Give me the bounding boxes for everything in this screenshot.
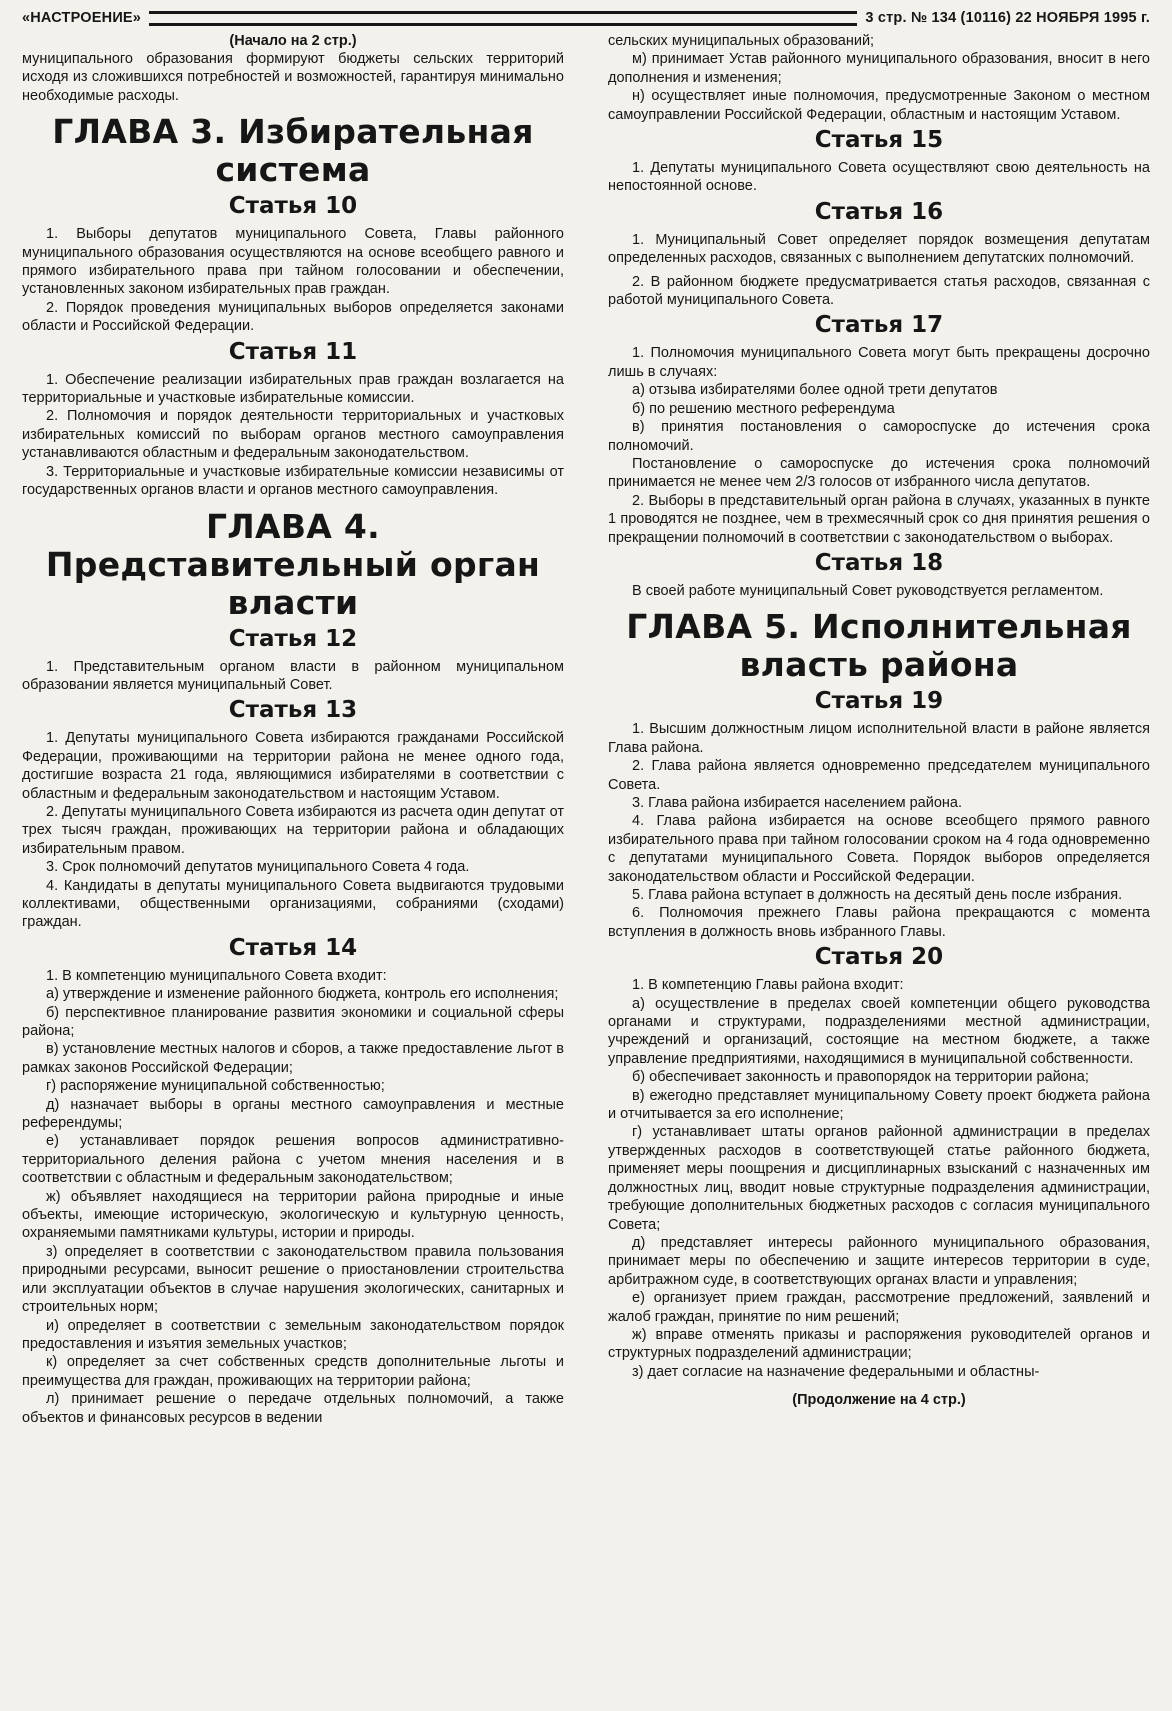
article-13-p2: 2. Депутаты муниципального Совета избираются из расчета один депутат от трех тысяч граждан, проживающих на территории района и обладающих избирательным правом. <box>22 803 564 857</box>
header-rule <box>149 11 857 26</box>
columns <box>22 32 1150 1427</box>
chapter-5-heading: ГЛАВА 5. Исполнительная власть района <box>626 607 1132 685</box>
article-10-p2: 2. Порядок проведения муниципальных выборов определяется законами области и Российской Федерации. <box>22 299 564 335</box>
article-14-item-m: м) принимает Устав районного муниципального образования, вносит в него дополнения и изменения; <box>608 51 1150 86</box>
article-17-heading: Статья 17 <box>814 312 944 339</box>
article-14-heading: Статья 14 <box>228 934 358 961</box>
article-17-p2: 2. Выборы в представительный орган района в случаях, указанных в пункте 1 проводятся не позднее, чем в трехмесячный срок со дня принятия решения о прекращении полномочий в соответствии с законодательством о выборах. <box>608 492 1150 546</box>
article-14-item-d: д) назначает выборы в органы местного самоуправления и местные референдумы; <box>22 1096 564 1132</box>
continued-to-note: (Продолжение на 4 стр.) <box>792 1392 966 1409</box>
article-19-p1: 1. Высшим должностным лицом исполнительной власти в районе является Глава района. <box>608 721 1150 756</box>
page-header <box>22 8 1150 28</box>
article-10-p1: 1. Выборы депутатов муниципального Совета, Главы районного муниципального образования осуществляются на основе всеобщего равного и прямого избирательного права при тайном голосовании и обеспечении, установленных законом избирательных прав граждан. <box>22 226 564 298</box>
right-column <box>602 32 1150 1427</box>
chapter-3-heading: ГЛАВА 3. Избирательная система <box>52 112 534 190</box>
spacer <box>608 1381 1150 1391</box>
article-15-heading: Статья 15 <box>814 127 944 154</box>
article-17-p1: 1. Полномочия муниципального Совета могут быть прекращены досрочно лишь в случаях: <box>608 345 1150 380</box>
article-14-p1: 1. В компетенцию муниципального Совета входит: <box>46 967 387 984</box>
masthead: «НАСТРОЕНИЕ» <box>22 10 142 26</box>
article-20-item-d: д) представляет интересы районного муниципального образования, принимает меры по обеспечению и защите интересов территории в суде, арбитражном суде, в соответствующих органах власти и управления; <box>608 1234 1150 1288</box>
issue-info: 3 стр. № 134 (10116) 22 НОЯБРЯ 1995 г. <box>865 10 1150 26</box>
article-20-item-g: г) устанавливает штаты органов районной администрации в пределах утвержденных расходов в соответствующей статье районного бюджета, применяет меры поощрения и дисциплинарных взысканий с назначенных им должностных лиц, вводит новые структурные подразделения администрации, требующие дополнительных бюджетных расходов с согласия муниципального Совета; <box>608 1124 1150 1233</box>
article-14-item-v: в) установление местных налогов и сборов, а также предоставление льгот в рамках законов Российской Федерации; <box>22 1041 564 1076</box>
article-18-heading: Статья 18 <box>814 549 944 576</box>
article-13-p1: 1. Депутаты муниципального Совета избираются гражданами Российской Федерации, проживающими на территории района не менее одного года, достигшие возраста 21 года, являющимися избирателями в соответствии с областным и федеральным законодательством и настоящим Уставом. <box>22 730 564 802</box>
article-20-heading: Статья 20 <box>814 944 944 971</box>
article-14-item-a: а) утверждение и изменение районного бюджета, контроль его исполнения; <box>46 986 559 1003</box>
article-16-p2: 2. В районном бюджете предусматривается статья расходов, связанная с работой муниципального Совета. <box>608 273 1150 309</box>
article-20-item-b: б) обеспечивает законность и правопорядок на территории района; <box>632 1069 1089 1086</box>
article-19-p2: 2. Глава района является одновременно председателем муниципального Совета. <box>608 758 1150 793</box>
article-19-p4: 4. Глава района избирается на основе всеобщего прямого равного избирательного права при тайном голосовании сроком на 4 года одновременно с депутатами муниципального Совета. Порядок выборов определяется законодательством области и Российской Федерации. <box>608 813 1150 885</box>
article-19-p5: 5. Глава района вступает в должность на десятый день после избрания. <box>632 887 1123 903</box>
article-14-item-e: е) устанавливает порядок решения вопросов административно-территориального деления района с учетом мнения населения и в соответствии с областным и федеральным законодательством; <box>22 1133 564 1187</box>
intro-paragraph: муниципального образования формируют бюджеты сельских территорий исходя из сложившихся потребностей и возможностей, гарантируя минимально необходимые расходы. <box>22 51 564 104</box>
article-15-p1: 1. Депутаты муниципального Совета осуществляют свою деятельность на непостоянной основе. <box>608 160 1150 195</box>
article-18-p1: В своей работе муниципальный Совет руководствуется регламентом. <box>632 582 1104 599</box>
article-14-item-z: з) определяет в соответствии с законодательством правила пользования природными ресурсами, выносит решение о приостановлении строительства или эксплуатации объектов в случае нарушения экологических, санитарных и строительных норм; <box>22 1243 564 1316</box>
article-17-item-a: а) отзыва избирателями более одной трети депутатов <box>632 382 998 399</box>
article-14-item-l: л) принимает решение о передаче отдельных полномочий, а также объектов и финансовых ресурсов в ведении <box>22 1391 564 1426</box>
article-11-p1: 1. Обеспечение реализации избирательных прав граждан возлагается на территориальные и участковые избирательные комиссии. <box>22 371 564 407</box>
article-17-resolution: Постановление о самороспуске до истечения срока полномочий принимается не менее чем 2/3 голосов от избранного числа депутатов. <box>608 455 1150 491</box>
article-19-heading: Статья 19 <box>814 688 944 715</box>
article-14-item-n: н) осуществляет иные полномочия, предусмотренные Законом о местном самоуправлении Российской Федерации, областным и настоящим Уставом. <box>608 88 1150 123</box>
article-20-item-z: з) дает согласие на назначение федеральными и областны- <box>632 1363 1040 1380</box>
article-20-item-e: е) организует прием граждан, рассмотрение предложений, заявлений и жалоб граждан, принятие по ним решений; <box>608 1290 1150 1325</box>
article-14-item-k: к) определяет за счет собственных средств дополнительные льготы и преимущества для граждан, проживающих на территории района; <box>22 1354 564 1389</box>
left-column <box>22 32 570 1427</box>
article-17-item-v: в) принятия постановления о самороспуске до истечения срока полномочий. <box>608 419 1150 454</box>
article-13-heading: Статья 13 <box>228 697 358 724</box>
article-13-p4: 4. Кандидаты в депутаты муниципального Совета выдвигаются трудовыми коллективами, общественными организациями, собраниями (сходами) граждан. <box>22 877 564 931</box>
article-12-p1: 1. Представительным органом власти в районном муниципальном образовании является муниципальный Совет. <box>22 658 564 693</box>
article-20-p1: 1. В компетенцию Главы района входит: <box>632 977 904 994</box>
article-19-p3: 3. Глава района избирается населением района. <box>632 794 963 811</box>
article-14-item-g: г) распоряжение муниципальной собственностью; <box>46 1078 385 1095</box>
article-20-item-zh: ж) вправе отменять приказы и распоряжения руководителей органов и структурных подразделений администрации; <box>608 1326 1150 1362</box>
chapter-4-heading: ГЛАВА 4. Представительный орган власти <box>45 506 541 622</box>
article-14-item-b: б) перспективное планирование развития экономики и социальной сферы района; <box>22 1004 564 1039</box>
article-11-p3: 3. Территориальные и участковые избирательные комиссии независимы от государственных органов власти и органов местного самоуправления. <box>22 463 564 499</box>
article-14-item-i: и) определяет в соответствии с земельным законодательством порядок предоставления и изъятия земельных участков; <box>22 1317 564 1352</box>
article-16-heading: Статья 16 <box>814 198 944 225</box>
article-12-heading: Статья 12 <box>228 625 358 652</box>
article-11-p2: 2. Полномочия и порядок деятельности территориальных и участковых избирательных комиссий по выборам органов местного самоуправления устанавливаются областным и федеральным законодательством. <box>22 408 564 462</box>
article-19-p6: 6. Полномочия прежнего Главы района прекращаются с момента вступления в должность вновь избранного Главы. <box>608 905 1150 940</box>
article-11-heading: Статья 11 <box>228 338 358 365</box>
article-13-p3: 3. Срок полномочий депутатов муниципального Совета 4 года. <box>46 859 470 876</box>
article-20-item-v: в) ежегодно представляет муниципальному Совету проект бюджета района и отчитывается за его исполнение; <box>608 1087 1150 1123</box>
article-10-heading: Статья 10 <box>228 193 358 220</box>
article-20-item-a: а) осуществление в пределах своей компетенции общего руководства органами и структурами, подразделениями местной администрации, учреждений и организаций, состоящие на местном бюджете, а также управление предприятиями, находящимися в муниципальной собственности. <box>608 995 1150 1067</box>
article-14-item-zh: ж) объявляет находящиеся на территории района природные и иные объекты, имеющие историческую, экологическую и культурную ценность, охраняемыми памятниками культуры, истории и природы. <box>22 1188 564 1242</box>
continuation-line: сельских муниципальных образований; <box>608 33 875 49</box>
article-17-item-b: б) по решению местного референдума <box>632 400 895 417</box>
continued-from-note: (Начало на 2 стр.) <box>229 33 357 49</box>
article-16-p1: 1. Муниципальный Совет определяет порядок возмещения депутатам определенных расходов, связанных с выполнением депутатских полномочий. <box>608 231 1150 267</box>
